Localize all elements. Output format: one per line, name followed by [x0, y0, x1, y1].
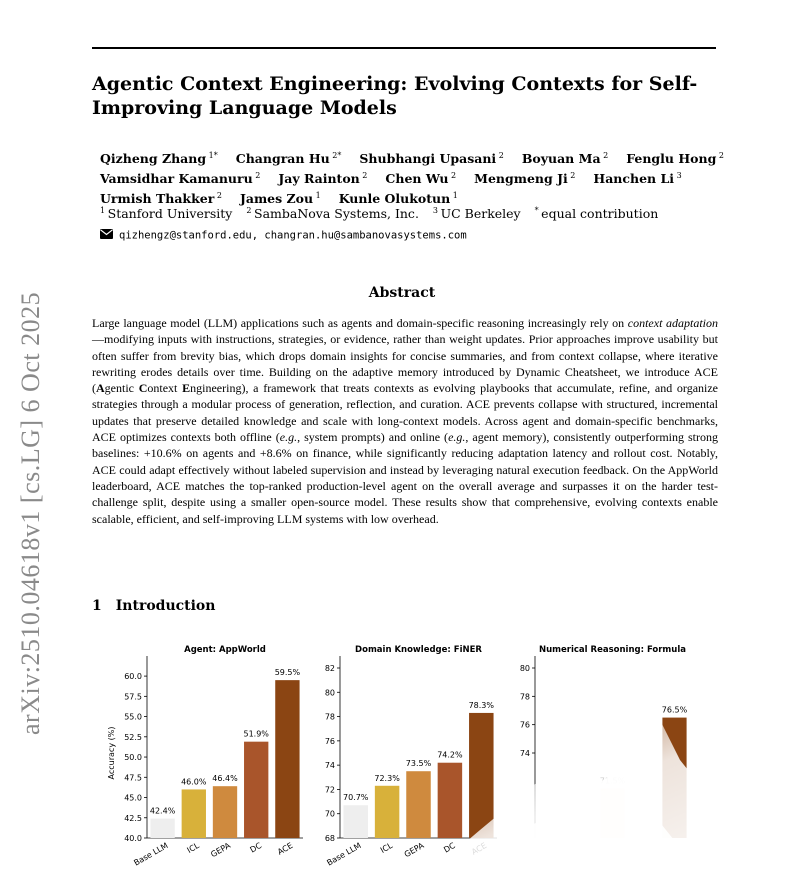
y-tick-label: 52.5 [124, 732, 142, 742]
author-name: Urmish Thakker $^2$ [100, 191, 222, 207]
data-label: 74.2% [437, 750, 463, 760]
x-tick-label: GEPA [402, 840, 426, 860]
bar [275, 680, 299, 838]
chart-title: Numerical Reasoning: Formula [539, 645, 686, 655]
x-tick-label: ICL [378, 840, 395, 855]
y-tick-label: 47.5 [124, 773, 142, 783]
author-name: Qizheng Zhang $^{1*}$ [100, 151, 218, 167]
y-tick-label: 45.0 [124, 793, 142, 803]
data-label: 76.5% [661, 705, 688, 715]
x-tick-label: ICL [185, 840, 201, 855]
affiliations [100, 206, 672, 221]
y-tick-label: 60.0 [124, 672, 142, 682]
author-name: Chen Wu $^2$ [385, 171, 457, 187]
y-tick-label: 80 [519, 664, 530, 673]
x-tick-label: Base LLM [325, 840, 363, 868]
y-tick-label: 55.0 [124, 712, 142, 722]
y-tick-label: 80 [324, 688, 335, 698]
author-name: Vamsidhar Kamanuru $^2$ [100, 171, 261, 187]
affiliation: $^2$ SambaNova Systems, Inc. [246, 206, 419, 222]
bar [182, 789, 206, 838]
x-tick-label: ACE [276, 840, 295, 857]
email-addresses[interactable]: qizhengz@stanford.edu, changran.hu@sambanovasystems.com [119, 229, 467, 242]
y-tick-label: 74 [519, 749, 530, 758]
bar [343, 805, 367, 838]
data-label: 78.3% [468, 700, 495, 710]
y-tick-label: 82 [324, 664, 335, 673]
y-tick-label: 74 [324, 761, 335, 771]
title-rule [92, 47, 716, 49]
y-tick-label: 42.5 [124, 813, 142, 823]
data-label: 51.9% [243, 729, 269, 739]
section-heading-introduction: 1 Introduction [92, 598, 216, 614]
y-tick-label: 57.5 [124, 692, 142, 702]
affiliation: $^1$ Stanford University [100, 206, 233, 222]
y-tick-label: 72 [324, 785, 335, 795]
data-label: 72.3% [374, 773, 400, 783]
author-list [100, 147, 724, 207]
bar [375, 786, 399, 838]
x-tick-label: Base LLM [132, 840, 170, 868]
y-tick-label: 78 [519, 692, 530, 702]
y-tick-label: 40.0 [124, 834, 142, 843]
data-label: 59.5% [274, 668, 301, 678]
affiliation: * equal contribution [534, 206, 659, 222]
author-name: Boyuan Ma $^2$ [521, 151, 609, 167]
author-name: Fenglu Hong $^2$ [626, 151, 724, 167]
y-tick-label: 78 [324, 712, 335, 722]
abstract-paragraph: Large language model (LLM) applications such as agents and domain-specific reasoning increasingly rely on context adaptation—modifying inputs with instructions, strategies, or evidence, rather than weight updates. Prior approaches improve usability but often suffer from brevity bias, which drops domain insights for concise summaries, and from context collapse, where iterative rewriting erodes details over time. Building on the adaptive memory introduced by Dynamic Cheatsheet, we introduce ACE (Agentic Context Engineering), a framework that treats contexts as evolving playbooks that accumulate, refine, and organize strategies through a modular process of generation, reflection, and curation. ACE prevents collapse with structured, incremental updates that preserve detailed knowledge and scale with long-context models. Across agent and domain-specific benchmarks, ACE optimizes contexts both offline (e.g., system prompts) and online (e.g., agent memory), consistently outperforming strong baselines: +10.6% on agents and +8.6% on finance, while significantly reducing adaptation latency and rollout cost. Notably, ACE could adapt effectively without labeled supervision and instead by leveraging natural execution feedback. On the AppWorld leaderboard, ACE matches the top-ranked production-level agent on the overall average and surpasses it on the harder test-challenge split, despite using a smaller open-source model. These results show that comprehensive, evolving contexts enable scalable, efficient, and self-improving LLM systems with low overhead. [92, 316, 719, 526]
arxiv-stamp[interactable]: arXiv:2510.04618v1 [cs.LG] 6 Oct 2025 [16, 291, 45, 735]
y-tick-label: 68 [324, 834, 335, 843]
affiliation: $^3$ UC Berkeley [432, 206, 521, 222]
data-label: 42.4% [149, 806, 176, 816]
y-axis-label: Accuracy (%) [107, 726, 116, 780]
bar [213, 786, 237, 838]
data-label: 46.0% [181, 777, 207, 787]
chart-panel [107, 645, 303, 868]
author-name: Mengmeng Ji $^2$ [474, 171, 576, 187]
envelope-icon [100, 229, 113, 242]
bar [150, 819, 174, 838]
y-tick-label: 76 [519, 720, 530, 730]
paper-title: Agentic Context Engineering: Evolving Contexts for Self-Improving Language Models [92, 73, 698, 119]
data-label: 46.4% [212, 774, 238, 784]
x-tick-label: GEPA [209, 840, 232, 860]
author-name: Jay Rainton $^2$ [278, 171, 368, 187]
author-name: Changran Hu $^{2*}$ [235, 151, 342, 167]
abstract-text [92, 315, 718, 527]
author-name: James Zou $^1$ [239, 191, 321, 207]
y-tick-label: 50.0 [124, 753, 142, 763]
email-line [100, 229, 467, 242]
bar [244, 742, 268, 838]
y-tick-label: 70 [324, 809, 335, 819]
author-name: Kunle Olukotun $^1$ [338, 191, 458, 207]
abstract-heading: Abstract [368, 285, 436, 301]
x-tick-label: DC [442, 840, 457, 855]
y-tick-label: 76 [324, 736, 335, 746]
author-name: Shubhangi Upasani $^2$ [359, 151, 504, 167]
chart-title: Domain Knowledge: FiNER [355, 645, 482, 655]
x-tick-label: DC [248, 840, 264, 855]
page-fade-overlay [420, 720, 800, 881]
data-label: 70.7% [342, 793, 369, 803]
chart-title: Agent: AppWorld [184, 645, 266, 655]
author-name: Hanchen Li $^3$ [593, 171, 682, 187]
data-label: 73.5% [405, 759, 432, 769]
